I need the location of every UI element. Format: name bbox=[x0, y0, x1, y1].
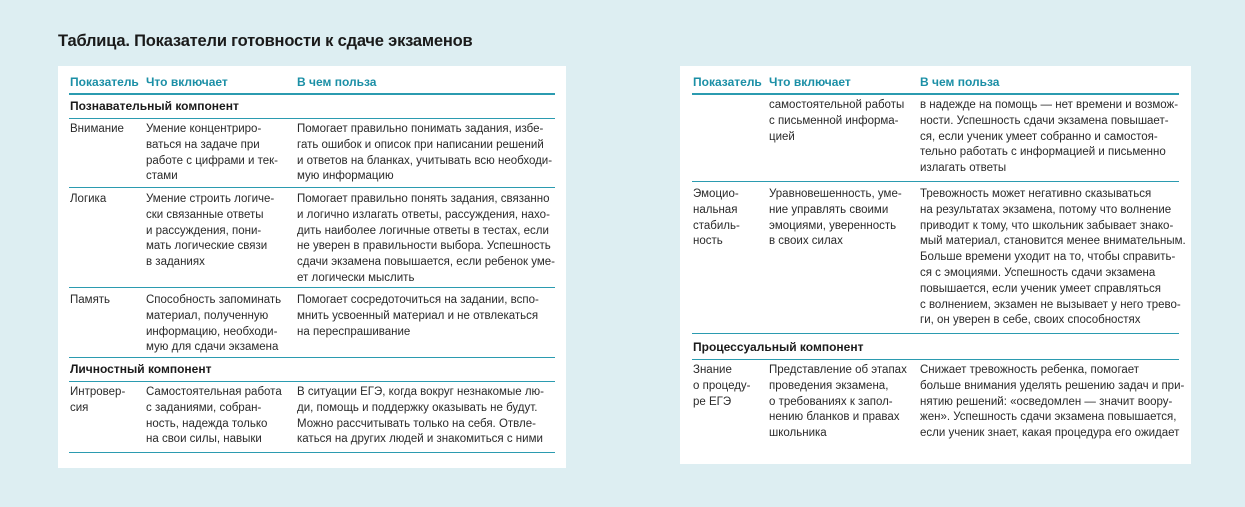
text-line: Помогает правильно понять задания, связанно bbox=[297, 193, 550, 205]
text-line: на результатах экзамена, потому что волнение bbox=[920, 203, 1172, 216]
indicator-cell bbox=[693, 363, 751, 410]
includes-cell bbox=[146, 293, 281, 356]
header-indicator: Показатель bbox=[70, 75, 139, 89]
indicator-cell bbox=[70, 192, 106, 208]
text-line: мнить усвоенный материал и не отвлекаться bbox=[297, 309, 539, 322]
page-title: Таблица. Показатели готовности к сдаче экзаменов bbox=[58, 32, 473, 50]
text-line: если ученик знает, какая процедура его ожидает bbox=[920, 427, 1180, 440]
divider bbox=[692, 181, 1179, 182]
text-line: Самостоятельная работа bbox=[146, 386, 282, 398]
text-line: информацию, необходи- bbox=[146, 325, 278, 338]
header-includes: Что включает bbox=[146, 75, 228, 89]
divider bbox=[69, 357, 555, 358]
text-line: каться на других людей и знакомиться с ними bbox=[297, 433, 543, 446]
text-line: мать логические связи bbox=[146, 240, 268, 253]
text-line: ся, если ученик умеет собранно и самостоя- bbox=[920, 130, 1158, 143]
text-line: Умение концентриро- bbox=[146, 123, 262, 135]
text-line: Представление об этапах bbox=[769, 364, 907, 376]
text-line: Умение строить логиче- bbox=[146, 193, 275, 205]
text-line: Внимание bbox=[70, 123, 124, 135]
text-line: Помогает правильно понимать задания, избе- bbox=[297, 123, 544, 135]
text-line: Память bbox=[70, 294, 111, 306]
text-line: и ответов на бланках, учитывать всю необходи- bbox=[297, 154, 553, 167]
text-line: стами bbox=[146, 170, 178, 183]
text-line: самостоятельной работы bbox=[769, 99, 905, 111]
table-panel-left bbox=[58, 66, 566, 468]
includes-cell bbox=[769, 363, 907, 442]
text-line: Интровер- bbox=[70, 386, 126, 398]
text-line: в заданиях bbox=[146, 256, 205, 269]
text-line: цией bbox=[769, 130, 795, 143]
text-line: жен». Успешность сдачи экзамена повышается, bbox=[920, 411, 1177, 424]
text-line: в надежде на помощь — нет времени и возмож- bbox=[920, 99, 1179, 111]
includes-cell bbox=[769, 98, 904, 145]
table-header bbox=[680, 66, 1191, 94]
text-line: о процеду- bbox=[693, 379, 751, 392]
text-line: Логика bbox=[70, 193, 107, 205]
text-line: нальная bbox=[693, 203, 738, 216]
section-title: Личностный компонент bbox=[70, 362, 212, 376]
text-line: В ситуации ЕГЭ, когда вокруг незнакомые лю- bbox=[297, 386, 544, 398]
text-line: проведения экзамена, bbox=[769, 379, 889, 392]
text-line: материал, полученную bbox=[146, 309, 269, 322]
indicator-cell bbox=[70, 385, 125, 417]
text-line: мую для сдачи экзамена bbox=[146, 341, 279, 354]
text-line: Больше времени уходит на то, чтобы справить- bbox=[920, 251, 1176, 264]
includes-cell bbox=[146, 122, 278, 185]
text-line: тельно работать с информацией и письменно bbox=[920, 146, 1166, 159]
header-benefit: В чем польза bbox=[920, 75, 1000, 89]
text-line: ет логически мыслить bbox=[297, 271, 415, 284]
text-line: на переспрашивание bbox=[297, 325, 411, 338]
text-line: приводит к тому, что школьник забывает знако- bbox=[920, 219, 1174, 232]
text-line: Уравновешенность, уме- bbox=[769, 188, 902, 200]
text-line: школьника bbox=[769, 427, 827, 440]
header-benefit: В чем польза bbox=[297, 75, 377, 89]
text-line: с письменной информа- bbox=[769, 114, 899, 127]
text-line: ние управлять своими bbox=[769, 203, 889, 216]
text-line: дить наиболее логичные ответы в тестах, если bbox=[297, 224, 549, 237]
text-line: ги, он уверен в себе, своих способностях bbox=[920, 314, 1141, 327]
text-line: ность bbox=[693, 235, 723, 248]
benefit-cell bbox=[297, 293, 539, 340]
benefit-cell bbox=[920, 187, 1186, 329]
text-line: мый материал, становится менее внимательным. bbox=[920, 235, 1186, 248]
text-line: нению бланков и правах bbox=[769, 411, 900, 424]
divider bbox=[692, 359, 1179, 360]
text-line: нятию решений: «осведомлен — значит воору- bbox=[920, 395, 1173, 408]
divider bbox=[69, 118, 555, 119]
text-line: Помогает сосредоточиться на задании, вспо- bbox=[297, 294, 539, 306]
text-line: с волнением, экзамен не вызывает у него трево- bbox=[920, 298, 1181, 311]
benefit-cell bbox=[920, 363, 1184, 442]
divider bbox=[692, 333, 1179, 334]
text-line: Можно рассчитывать только на себя. Отвле- bbox=[297, 417, 536, 430]
text-line: о требованиях к запол- bbox=[769, 395, 893, 408]
text-line: Знание bbox=[693, 364, 732, 376]
header-divider bbox=[692, 93, 1179, 95]
benefit-cell bbox=[297, 122, 552, 185]
text-line: повышается, если ученик умеет справляться bbox=[920, 282, 1161, 295]
text-line: гать ошибок и описок при написании решений bbox=[297, 138, 544, 151]
text-line: Снижает тревожность ребенка, помогает bbox=[920, 364, 1140, 376]
includes-cell bbox=[146, 385, 282, 448]
text-line: в своих силах bbox=[769, 235, 843, 248]
text-line: не уверен в правильности выбора. Успешность bbox=[297, 240, 551, 253]
divider bbox=[69, 287, 555, 288]
benefit-cell bbox=[297, 385, 544, 448]
benefit-cell bbox=[920, 98, 1178, 177]
divider bbox=[69, 381, 555, 382]
text-line: ности. Успешность сдачи экзамена повышает- bbox=[920, 114, 1169, 127]
benefit-cell bbox=[297, 192, 555, 287]
section-title: Познавательный компонент bbox=[70, 99, 239, 113]
text-line: ность, надежда только bbox=[146, 417, 268, 430]
header-indicator: Показатель bbox=[693, 75, 762, 89]
includes-cell bbox=[146, 192, 274, 271]
divider bbox=[69, 187, 555, 188]
text-line: на свои силы, навыки bbox=[146, 433, 262, 446]
text-line: больше внимания уделять решению задач и при- bbox=[920, 379, 1185, 392]
text-line: стабиль- bbox=[693, 219, 740, 232]
text-line: ваться на задаче при bbox=[146, 138, 260, 151]
text-line: и рассуждения, пони- bbox=[146, 224, 262, 237]
indicator-cell bbox=[693, 187, 740, 250]
text-line: и логично излагать ответы, рассуждения, нахо- bbox=[297, 208, 550, 221]
text-line: сдачи экзамена повышается, если ребенок уме- bbox=[297, 256, 556, 269]
text-line: Эмоцио- bbox=[693, 188, 739, 200]
text-line: с заданиями, собран- bbox=[146, 401, 262, 414]
header-includes: Что включает bbox=[769, 75, 851, 89]
text-line: эмоциями, уверенность bbox=[769, 219, 897, 232]
text-line: Тревожность может негативно сказываться bbox=[920, 188, 1152, 200]
text-line: ски связанные ответы bbox=[146, 208, 264, 221]
divider bbox=[69, 452, 555, 453]
indicator-cell bbox=[70, 122, 124, 138]
text-line: ди, помощь и поддержку оказывать не будут. bbox=[297, 401, 538, 414]
text-line: работе с цифрами и тек- bbox=[146, 154, 278, 167]
table-header bbox=[58, 66, 566, 94]
text-line: ре ЕГЭ bbox=[693, 395, 732, 408]
includes-cell bbox=[769, 187, 902, 250]
text-line: мую информацию bbox=[297, 170, 394, 183]
indicator-cell bbox=[70, 293, 110, 309]
text-line: излагать ответы bbox=[920, 162, 1007, 175]
text-line: ся с эмоциями. Успешность сдачи экзамена bbox=[920, 266, 1156, 279]
text-line: сия bbox=[70, 401, 89, 414]
table-panel-right bbox=[680, 66, 1191, 464]
section-title: Процессуальный компонент bbox=[693, 340, 864, 354]
text-line: Способность запоминать bbox=[146, 294, 282, 306]
header-divider bbox=[69, 93, 555, 95]
